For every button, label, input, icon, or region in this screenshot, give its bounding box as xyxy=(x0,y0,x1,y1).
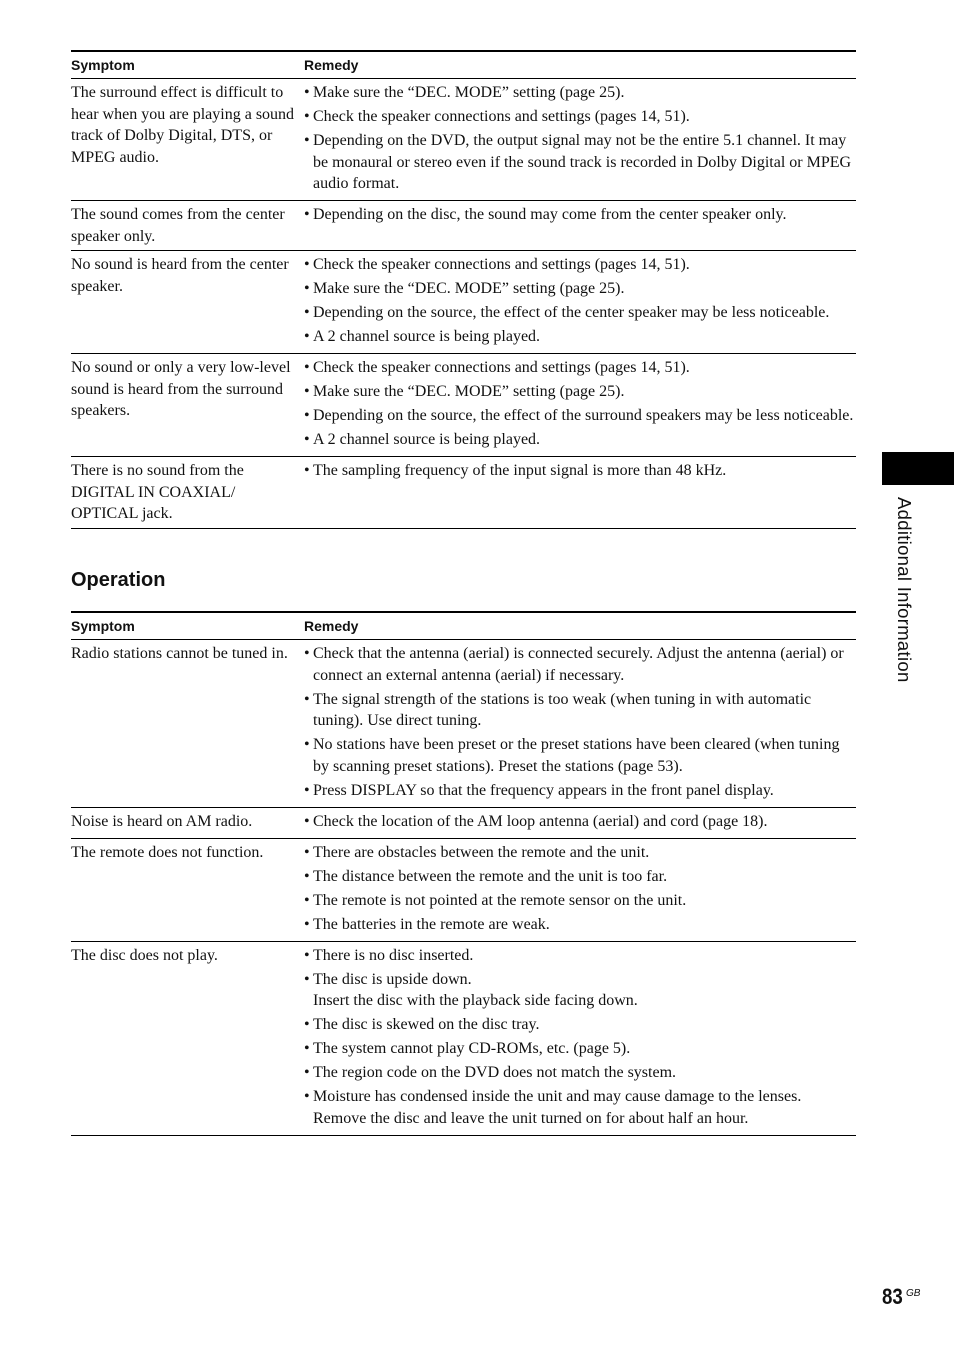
remedy-text: A 2 channel source is being played. xyxy=(313,431,541,448)
remedy-item xyxy=(304,734,856,777)
table-header xyxy=(71,611,856,640)
symptom-cell: The surround effect is difficult to hear when you are playing a sound track of Dolby Digital, DTS, or MPEG audio. xyxy=(71,84,295,166)
page-number: 83 xyxy=(882,1284,903,1309)
remedy-text: Check that the antenna (aerial) is connected securely. Adjust the antenna (aerial) or connect an external antenna (aerial) if necessary. xyxy=(313,645,844,684)
remedy-text: Check the speaker connections and settings (pages 14, 51). xyxy=(313,256,690,273)
remedy-text: The system cannot play CD-ROMs, etc. (page 5). xyxy=(313,1040,631,1057)
remedy-cell xyxy=(304,641,856,804)
table-row xyxy=(71,79,856,201)
remedy-text: Press DISPLAY so that the frequency appears in the front panel display. xyxy=(313,781,774,799)
remedy-item xyxy=(304,689,856,732)
symptom-cell: The disc does not play. xyxy=(71,946,218,964)
remedy-text: The distance between the remote and the unit is too far. xyxy=(313,867,668,885)
side-tab-marker xyxy=(882,452,954,485)
table-row xyxy=(71,457,856,529)
remedy-text: Depending on the source, the effect of the center speaker may be less noticeable. xyxy=(313,304,830,321)
remedy-text: The signal strength of the stations is too weak (when tuning in with automatic tuning). Use direct tuning. xyxy=(313,690,812,729)
table-row xyxy=(71,942,856,1136)
remedy-item xyxy=(304,1062,856,1084)
table-header xyxy=(71,50,856,79)
remedy-item xyxy=(304,204,856,226)
remedy-item xyxy=(304,1086,856,1129)
remedy-item xyxy=(304,969,856,1012)
remedy-item xyxy=(304,890,856,912)
remedy-item xyxy=(304,405,856,427)
column-header-remedy: Remedy xyxy=(304,57,359,73)
remedy-cell xyxy=(304,202,856,247)
column-header-symptom: Symptom xyxy=(71,618,135,634)
remedy-text: There is no disc inserted. xyxy=(313,946,474,964)
symptom-cell: No sound is heard from the center speaker. xyxy=(71,256,289,295)
remedy-text: Depending on the disc, the sound may come from the center speaker only. xyxy=(313,206,787,223)
remedy-item xyxy=(304,811,856,833)
remedy-subtext: Insert the disc with the playback side facing down. xyxy=(313,992,638,1009)
remedy-item xyxy=(304,278,856,300)
remedy-cell xyxy=(304,80,856,197)
remedy-item xyxy=(304,945,856,967)
remedy-cell xyxy=(304,809,856,835)
table-row xyxy=(71,201,856,251)
remedy-text: Make sure the “DEC. MODE” setting (page 25). xyxy=(313,280,625,297)
table-row xyxy=(71,808,856,839)
remedy-text: Moisture has condensed inside the unit and may cause damage to the lenses. Remove the disc and leave the unit turned on for about half an hour. xyxy=(313,1088,802,1127)
section-heading-operation: Operation xyxy=(71,569,166,591)
remedy-text: The disc is skewed on the disc tray. xyxy=(313,1016,540,1033)
remedy-item xyxy=(304,130,856,195)
remedy-cell xyxy=(304,458,856,525)
remedy-text: Depending on the DVD, the output signal may not be the entire 5.1 channel. It may be monaural or stereo even if the sound track is recorded in Dolby Digital or MPEG audio format. xyxy=(313,132,852,192)
remedy-text: No stations have been preset or the preset stations have been cleared (when tuning by scanning preset stations). Preset the stations (page 53). xyxy=(313,736,840,775)
remedy-item xyxy=(304,643,856,686)
table-row xyxy=(71,839,856,942)
remedy-item xyxy=(304,429,856,451)
table-row xyxy=(71,640,856,808)
symptom-cell: Radio stations cannot be tuned in. xyxy=(71,645,288,662)
table-row xyxy=(71,251,856,354)
remedy-text: The sampling frequency of the input signal is more than 48 kHz. xyxy=(313,462,727,479)
remedy-text: Depending on the source, the effect of the surround speakers may be less noticeable. xyxy=(313,407,854,424)
remedy-item xyxy=(304,780,856,802)
symptom-cell: The remote does not function. xyxy=(71,843,264,861)
remedy-item xyxy=(304,842,856,864)
side-section-label: Additional Information xyxy=(894,497,915,683)
remedy-item xyxy=(304,914,856,936)
remedy-item xyxy=(304,1038,856,1060)
remedy-item xyxy=(304,460,856,482)
table-operation xyxy=(71,611,856,1136)
remedy-text: The region code on the DVD does not match the system. xyxy=(313,1064,677,1081)
remedy-cell xyxy=(304,840,856,938)
remedy-text: Check the location of the AM loop antenna (aerial) and cord (page 18). xyxy=(313,812,768,830)
remedy-item xyxy=(304,1014,856,1036)
remedy-text: The remote is not pointed at the remote sensor on the unit. xyxy=(313,891,687,909)
remedy-text: A 2 channel source is being played. xyxy=(313,328,541,345)
remedy-text: Check the speaker connections and settings (pages 14, 51). xyxy=(313,108,690,125)
remedy-text: Make sure the “DEC. MODE” setting (page 25). xyxy=(313,84,625,101)
column-header-symptom: Symptom xyxy=(71,57,135,73)
remedy-item xyxy=(304,357,856,379)
remedy-text: There are obstacles between the remote and the unit. xyxy=(313,843,650,861)
remedy-text: Check the speaker connections and settings (pages 14, 51). xyxy=(313,359,690,376)
remedy-item xyxy=(304,106,856,128)
symptom-cell: No sound or only a very low-level sound is heard from the surround speakers. xyxy=(71,359,291,419)
remedy-item xyxy=(304,302,856,324)
symptom-cell: Noise is heard on AM radio. xyxy=(71,812,253,830)
remedy-text: Make sure the “DEC. MODE” setting (page 25). xyxy=(313,383,625,400)
remedy-cell xyxy=(304,355,856,453)
symptom-cell: There is no sound from the DIGITAL IN COAXIAL/ OPTICAL jack. xyxy=(71,462,244,522)
remedy-item xyxy=(304,326,856,348)
remedy-item xyxy=(304,82,856,104)
remedy-cell xyxy=(304,943,856,1132)
table-sound xyxy=(71,50,856,529)
table-body xyxy=(71,640,856,1136)
remedy-cell xyxy=(304,252,856,350)
table-body xyxy=(71,79,856,529)
page-number-suffix: GB xyxy=(906,1288,921,1299)
column-header-remedy: Remedy xyxy=(304,618,359,634)
remedy-item xyxy=(304,254,856,276)
symptom-cell: The sound comes from the center speaker only. xyxy=(71,206,285,245)
table-row xyxy=(71,354,856,457)
remedy-text: The disc is upside down. xyxy=(313,970,472,988)
remedy-item xyxy=(304,381,856,403)
remedy-item xyxy=(304,866,856,888)
remedy-text: The batteries in the remote are weak. xyxy=(313,915,550,933)
